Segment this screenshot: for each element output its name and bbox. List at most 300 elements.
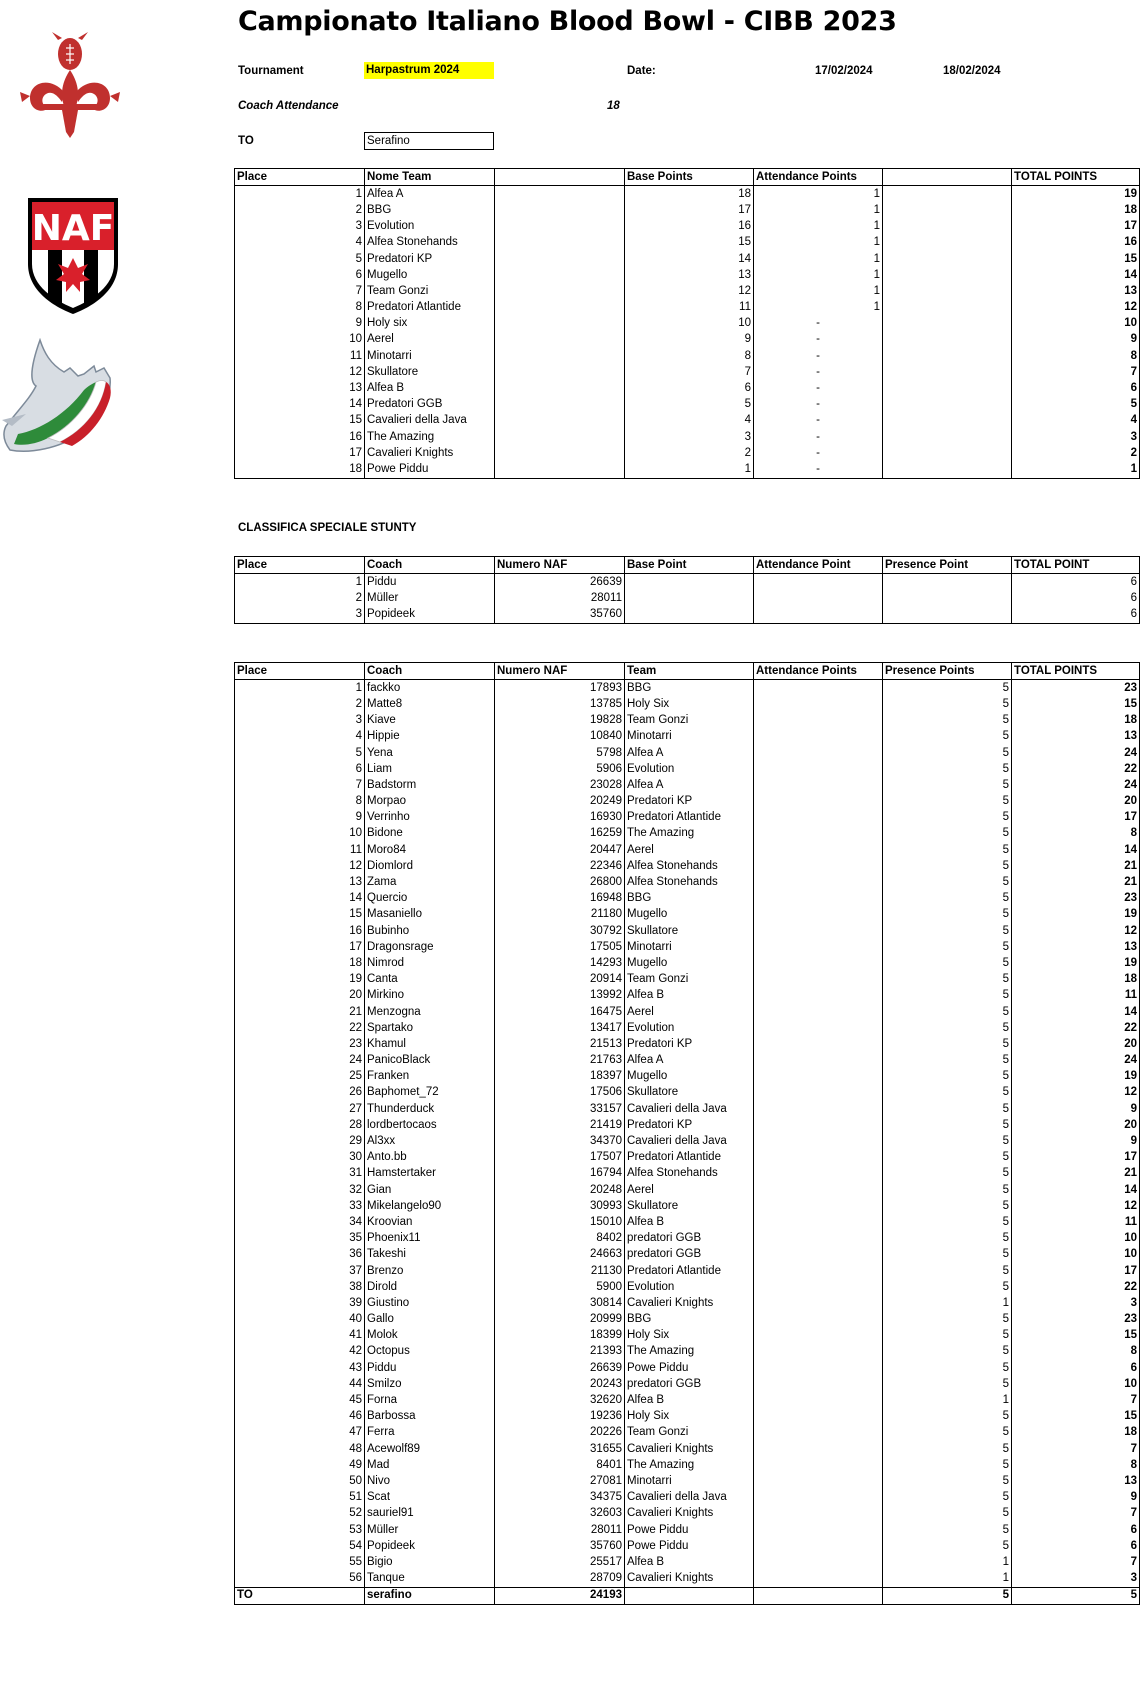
- total-points-cell: 9: [1012, 1133, 1140, 1149]
- coach-cell: Thunderduck: [365, 1101, 495, 1117]
- table-row: [235, 461, 1140, 478]
- presence-points-cell: 5: [883, 1231, 1012, 1247]
- empty-cell: [754, 1506, 883, 1522]
- total-points-cell: 21: [1012, 858, 1140, 874]
- presence-points-cell: 5: [883, 1457, 1012, 1473]
- presence-points-cell: 5: [883, 1409, 1012, 1425]
- presence-points-cell: 5: [883, 1085, 1012, 1101]
- base-points-cell: 11: [625, 300, 754, 316]
- naf-number-cell: 21180: [495, 907, 625, 923]
- coach-cell: Müller: [365, 590, 495, 606]
- team-name-cell: Minotarri: [365, 348, 495, 364]
- presence-points-cell: 5: [883, 1020, 1012, 1036]
- empty-cell: [495, 267, 625, 283]
- team-name-cell: Alfea A: [365, 186, 495, 203]
- place-cell: 3: [235, 607, 365, 624]
- team-cell: Predatori Atlantide: [625, 810, 754, 826]
- table-row: [235, 186, 1140, 203]
- presence-points-cell: 5: [883, 907, 1012, 923]
- total-points-cell: 15: [1012, 251, 1140, 267]
- naf-number-cell: 19828: [495, 713, 625, 729]
- team-cell: Alfea Stonehands: [625, 1166, 754, 1182]
- table-row: [235, 1263, 1140, 1279]
- team-cell: Holy Six: [625, 1328, 754, 1344]
- naf-number-cell: 18399: [495, 1328, 625, 1344]
- place-cell: 5: [235, 251, 365, 267]
- presence-points-cell: 5: [883, 923, 1012, 939]
- place-cell: 49: [235, 1457, 365, 1473]
- table-row: [235, 1231, 1140, 1247]
- table-row: [235, 1198, 1140, 1214]
- attendance-points-cell: -: [754, 348, 883, 364]
- naf-number-cell: 15010: [495, 1214, 625, 1230]
- presence-points-cell: 5: [883, 696, 1012, 712]
- naf-number-cell: 16259: [495, 826, 625, 842]
- place-cell: 13: [235, 380, 365, 396]
- total-points-cell: 16: [1012, 235, 1140, 251]
- naf-number-cell: 13417: [495, 1020, 625, 1036]
- presence-points-cell: 5: [883, 826, 1012, 842]
- team-name-cell: Cavalieri Knights: [365, 445, 495, 461]
- empty-cell: [754, 1166, 883, 1182]
- table-row: [235, 680, 1140, 697]
- column-header: [495, 169, 625, 186]
- base-points-cell: 3: [625, 429, 754, 445]
- table-row: [235, 397, 1140, 413]
- empty-cell: [754, 1182, 883, 1198]
- table-row: [235, 761, 1140, 777]
- coach-cell: Baphomet_72: [365, 1085, 495, 1101]
- teams-standings-table: [234, 168, 1140, 479]
- column-header: Presence Point: [883, 557, 1012, 574]
- empty-cell: [754, 1231, 883, 1247]
- coach-cell: Matte8: [365, 696, 495, 712]
- team-cell: predatori GGB: [625, 1247, 754, 1263]
- coach-cell: Anto.bb: [365, 1150, 495, 1166]
- place-cell: 5: [235, 745, 365, 761]
- team-cell: Aerel: [625, 1004, 754, 1020]
- coach-cell: Popideek: [365, 607, 495, 624]
- total-points-cell: 23: [1012, 680, 1140, 697]
- naf-number-cell: 28011: [495, 1522, 625, 1538]
- coach-cell: Diomlord: [365, 858, 495, 874]
- table-row: [235, 858, 1140, 874]
- empty-cell: [495, 202, 625, 218]
- empty-cell: [754, 1312, 883, 1328]
- team-name-cell: Predatori GGB: [365, 397, 495, 413]
- table-row: [235, 1538, 1140, 1554]
- base-points-cell: 1: [625, 461, 754, 478]
- total-points-cell: 20: [1012, 1036, 1140, 1052]
- team-cell: Alfea A: [625, 777, 754, 793]
- naf-number-cell: 10840: [495, 729, 625, 745]
- table-row: [235, 574, 1140, 591]
- place-cell: 14: [235, 397, 365, 413]
- table-row: [235, 988, 1140, 1004]
- presence-points-cell: 5: [883, 810, 1012, 826]
- table-row: [235, 874, 1140, 890]
- total-points-cell: 12: [1012, 1085, 1140, 1101]
- coach-cell: Popideek: [365, 1538, 495, 1554]
- naf-number-cell: 20243: [495, 1376, 625, 1392]
- team-cell: Cavalieri della Java: [625, 1101, 754, 1117]
- attendance-points-cell: -: [754, 413, 883, 429]
- place-cell: 6: [235, 761, 365, 777]
- team-cell: Cavalieri della Java: [625, 1490, 754, 1506]
- presence-points-cell: 5: [883, 680, 1012, 697]
- team-name-cell: Powe Piddu: [365, 461, 495, 478]
- presence-points-cell: 5: [883, 1166, 1012, 1182]
- total-points-cell: 7: [1012, 1392, 1140, 1408]
- coach-cell: Ferra: [365, 1425, 495, 1441]
- empty-cell: [495, 316, 625, 332]
- empty-cell: [495, 332, 625, 348]
- total-points-cell: 19: [1012, 186, 1140, 203]
- table-row: [235, 1036, 1140, 1052]
- team-name-cell: Alfea B: [365, 380, 495, 396]
- naf-number-cell: 17893: [495, 680, 625, 697]
- table-row: [235, 1150, 1140, 1166]
- team-cell: predatori GGB: [625, 1231, 754, 1247]
- naf-number-cell: 21763: [495, 1053, 625, 1069]
- empty-cell: [754, 1490, 883, 1506]
- presence-points-cell: 5: [883, 842, 1012, 858]
- team-cell: Alfea B: [625, 1392, 754, 1408]
- empty-cell: [883, 413, 1012, 429]
- coach-cell: Badstorm: [365, 777, 495, 793]
- presence-points-cell: 5: [883, 1425, 1012, 1441]
- empty-cell: [883, 186, 1012, 203]
- presence-points-cell: 5: [883, 1198, 1012, 1214]
- table-row: [235, 1069, 1140, 1085]
- presence-points-cell: 5: [883, 1473, 1012, 1489]
- place-cell: 21: [235, 1004, 365, 1020]
- coach-cell: Menzogna: [365, 1004, 495, 1020]
- coach-cell: Forna: [365, 1392, 495, 1408]
- empty-cell: [754, 1328, 883, 1344]
- table-row: [235, 794, 1140, 810]
- presence-points-cell: 5: [883, 1522, 1012, 1538]
- table-row: [235, 1133, 1140, 1149]
- table-row: [235, 364, 1140, 380]
- naf-number-cell: 21419: [495, 1117, 625, 1133]
- column-header: Coach: [365, 557, 495, 574]
- empty-cell: [883, 202, 1012, 218]
- place-cell: 35: [235, 1231, 365, 1247]
- presence-points-cell: 5: [883, 1312, 1012, 1328]
- presence-points-cell: 5: [883, 1490, 1012, 1506]
- table-row: [235, 1020, 1140, 1036]
- naf-number-cell: 23028: [495, 777, 625, 793]
- total-points-cell: 6: [1012, 1538, 1140, 1554]
- base-points-cell: 12: [625, 283, 754, 299]
- team-cell: Predatori KP: [625, 1036, 754, 1052]
- coach-cell: Smilzo: [365, 1376, 495, 1392]
- empty-cell: [495, 364, 625, 380]
- empty-cell: [754, 1101, 883, 1117]
- table-row: [235, 219, 1140, 235]
- column-header: Base Point: [625, 557, 754, 574]
- table-row: [235, 283, 1140, 299]
- attendance-points-cell: -: [754, 380, 883, 396]
- empty-cell: [754, 842, 883, 858]
- presence-points-cell: 5: [883, 1263, 1012, 1279]
- place-cell: 14: [235, 891, 365, 907]
- empty-cell: [495, 397, 625, 413]
- table-row: [235, 826, 1140, 842]
- empty-cell: [754, 1263, 883, 1279]
- presence-points-cell: 5: [883, 1036, 1012, 1052]
- empty-cell: [754, 1571, 883, 1588]
- presence-points-cell: 5: [883, 1053, 1012, 1069]
- table-header-row: [235, 557, 1140, 574]
- total-points-cell: 24: [1012, 777, 1140, 793]
- coach-cell: Kiave: [365, 713, 495, 729]
- place-cell: 2: [235, 696, 365, 712]
- total-point-cell: 6: [1012, 607, 1140, 624]
- team-name-cell: Holy six: [365, 316, 495, 332]
- place-cell: 13: [235, 874, 365, 890]
- coach-cell: Piddu: [365, 1360, 495, 1376]
- coach-cell: Barbossa: [365, 1409, 495, 1425]
- place-cell: 1: [235, 574, 365, 591]
- team-cell: Holy Six: [625, 696, 754, 712]
- total-points-cell: 23: [1012, 891, 1140, 907]
- base-points-cell: 7: [625, 364, 754, 380]
- coach-cell: Mad: [365, 1457, 495, 1473]
- place-cell: 33: [235, 1198, 365, 1214]
- team-cell: Predatori Atlantide: [625, 1150, 754, 1166]
- place-cell: 45: [235, 1392, 365, 1408]
- total-points-cell: 22: [1012, 1279, 1140, 1295]
- column-header: Presence Points: [883, 663, 1012, 680]
- total-points-cell: 11: [1012, 1214, 1140, 1230]
- total-points-cell: 18: [1012, 1425, 1140, 1441]
- column-header: TOTAL POINTS: [1012, 663, 1140, 680]
- total-points-cell: 14: [1012, 1004, 1140, 1020]
- place-cell: 28: [235, 1117, 365, 1133]
- naf-number-cell: 31655: [495, 1441, 625, 1457]
- attendance-points-cell: -: [754, 332, 883, 348]
- total-points-cell: 14: [1012, 267, 1140, 283]
- team-cell: The Amazing: [625, 1457, 754, 1473]
- empty-cell: [754, 1441, 883, 1457]
- empty-cell: [495, 461, 625, 478]
- place-cell: 7: [235, 777, 365, 793]
- date-start: 17/02/2024: [815, 65, 873, 77]
- coach-cell: Nimrod: [365, 955, 495, 971]
- coach-cell: Giustino: [365, 1295, 495, 1311]
- table-row: [235, 842, 1140, 858]
- coach-cell: Octopus: [365, 1344, 495, 1360]
- total-points-cell: 8: [1012, 348, 1140, 364]
- naf-number-cell: 34370: [495, 1133, 625, 1149]
- place-cell: 29: [235, 1133, 365, 1149]
- place-cell: 2: [235, 590, 365, 606]
- attendance-points-cell: 1: [754, 235, 883, 251]
- total-points-cell: 21: [1012, 1166, 1140, 1182]
- coach-cell: Müller: [365, 1522, 495, 1538]
- place-cell: 34: [235, 1214, 365, 1230]
- total-points-cell: 24: [1012, 745, 1140, 761]
- table-row: [235, 235, 1140, 251]
- team-cell: Powe Piddu: [625, 1360, 754, 1376]
- table-row: [235, 1328, 1140, 1344]
- empty-cell: [883, 332, 1012, 348]
- presence-points-cell: 5: [883, 1344, 1012, 1360]
- coach-cell: Dirold: [365, 1279, 495, 1295]
- empty-cell: [754, 1214, 883, 1230]
- column-header: Coach: [365, 663, 495, 680]
- table-row: [235, 1571, 1140, 1588]
- team-cell: Mugello: [625, 955, 754, 971]
- presence-points-cell: 5: [883, 988, 1012, 1004]
- total-points-cell: 19: [1012, 907, 1140, 923]
- empty-cell: [754, 826, 883, 842]
- table-row: [235, 907, 1140, 923]
- attendance-points-cell: -: [754, 397, 883, 413]
- total-point-cell: 6: [1012, 590, 1140, 606]
- empty-cell: [754, 1069, 883, 1085]
- place-cell: 1: [235, 680, 365, 697]
- coach-cell: Tanque: [365, 1571, 495, 1588]
- empty-cell: [754, 1004, 883, 1020]
- empty-cell: [754, 729, 883, 745]
- empty-cell: [495, 235, 625, 251]
- team-cell: Alfea A: [625, 1053, 754, 1069]
- team-cell: Predatori KP: [625, 794, 754, 810]
- table-row: [235, 745, 1140, 761]
- naf-number-cell: 5900: [495, 1279, 625, 1295]
- coach-cell: Hippie: [365, 729, 495, 745]
- stunty-table: [234, 556, 1140, 624]
- place-cell: 6: [235, 267, 365, 283]
- total-points-cell: 13: [1012, 729, 1140, 745]
- table-header-row: [235, 169, 1140, 186]
- presence-points-cell: 5: [883, 891, 1012, 907]
- presence-points-cell: 5: [883, 858, 1012, 874]
- total-points-cell: 17: [1012, 810, 1140, 826]
- empty-cell: [754, 955, 883, 971]
- team-cell: Minotarri: [625, 1473, 754, 1489]
- team-cell: Predatori KP: [625, 1117, 754, 1133]
- total-points-cell: 21: [1012, 874, 1140, 890]
- empty-cell: [495, 300, 625, 316]
- place-cell: 52: [235, 1506, 365, 1522]
- base-points-cell: 16: [625, 219, 754, 235]
- naf-number-cell: 17506: [495, 1085, 625, 1101]
- place-cell: 37: [235, 1263, 365, 1279]
- team-cell: The Amazing: [625, 1344, 754, 1360]
- total-points-cell: 15: [1012, 1328, 1140, 1344]
- total-points-cell: 17: [1012, 219, 1140, 235]
- naf-number-cell: 20999: [495, 1312, 625, 1328]
- total-points-cell: 4: [1012, 413, 1140, 429]
- team-cell: Team Gonzi: [625, 1425, 754, 1441]
- naf-number-cell: 28011: [495, 590, 625, 606]
- coach-cell: sauriel91: [365, 1506, 495, 1522]
- base-points-cell: 14: [625, 251, 754, 267]
- empty-cell: [883, 348, 1012, 364]
- date-label: Date:: [627, 65, 656, 77]
- total-points-cell: 17: [1012, 1150, 1140, 1166]
- attendance-points-cell: 1: [754, 202, 883, 218]
- total-points-cell: 18: [1012, 713, 1140, 729]
- empty-cell: [495, 445, 625, 461]
- total-points-cell: 10: [1012, 316, 1140, 332]
- empty-cell: [754, 923, 883, 939]
- coach-cell: Moro84: [365, 842, 495, 858]
- naf-number-cell: 5798: [495, 745, 625, 761]
- presence-points-cell: 5: [883, 1069, 1012, 1085]
- coach-cell: Mikelangelo90: [365, 1198, 495, 1214]
- coach-cell: Quercio: [365, 891, 495, 907]
- coach-cell: Kroovian: [365, 1214, 495, 1230]
- presence-points-cell: 5: [883, 1133, 1012, 1149]
- empty-cell: [883, 429, 1012, 445]
- total-points-cell: 7: [1012, 1441, 1140, 1457]
- place-cell: 53: [235, 1522, 365, 1538]
- empty-cell: [754, 1376, 883, 1392]
- table-row: [235, 1522, 1140, 1538]
- total-points-cell: 18: [1012, 972, 1140, 988]
- attendance-points-cell: -: [754, 461, 883, 478]
- place-cell: 48: [235, 1441, 365, 1457]
- total-points-cell: 15: [1012, 696, 1140, 712]
- empty-cell: [754, 1020, 883, 1036]
- empty-cell: [754, 696, 883, 712]
- total-points-cell: 3: [1012, 1295, 1140, 1311]
- to-value: Serafino: [364, 132, 494, 150]
- table-row: [235, 590, 1140, 606]
- team-cell: BBG: [625, 891, 754, 907]
- presence-points-cell: 5: [883, 874, 1012, 890]
- empty-cell: [754, 858, 883, 874]
- place-cell: 4: [235, 235, 365, 251]
- table-row: [235, 348, 1140, 364]
- place-cell: 15: [235, 907, 365, 923]
- presence-points-cell: 5: [883, 1247, 1012, 1263]
- table-row: [235, 332, 1140, 348]
- coach-cell: PanicoBlack: [365, 1053, 495, 1069]
- base-points-cell: 13: [625, 267, 754, 283]
- place-cell: 16: [235, 429, 365, 445]
- table-row: [235, 810, 1140, 826]
- place-cell: 17: [235, 445, 365, 461]
- empty-cell: [495, 429, 625, 445]
- team-name-cell: BBG: [365, 202, 495, 218]
- place-cell: 31: [235, 1166, 365, 1182]
- presence-points-cell: 1: [883, 1295, 1012, 1311]
- empty-cell: [754, 1085, 883, 1101]
- place-cell: 7: [235, 283, 365, 299]
- total-points-cell: 6: [1012, 1522, 1140, 1538]
- empty-cell: [754, 1587, 883, 1604]
- empty-cell: [754, 1409, 883, 1425]
- place-cell: 40: [235, 1312, 365, 1328]
- table-row: [235, 1457, 1140, 1473]
- place-cell: 10: [235, 332, 365, 348]
- table-row: [235, 1441, 1140, 1457]
- team-cell: Holy Six: [625, 1409, 754, 1425]
- total-points-cell: 10: [1012, 1247, 1140, 1263]
- coach-cell: Nivo: [365, 1473, 495, 1489]
- naf-number-cell: 35760: [495, 1538, 625, 1554]
- empty-cell: [754, 590, 883, 606]
- place-cell: 46: [235, 1409, 365, 1425]
- table-row: [235, 1247, 1140, 1263]
- base-points-cell: 5: [625, 397, 754, 413]
